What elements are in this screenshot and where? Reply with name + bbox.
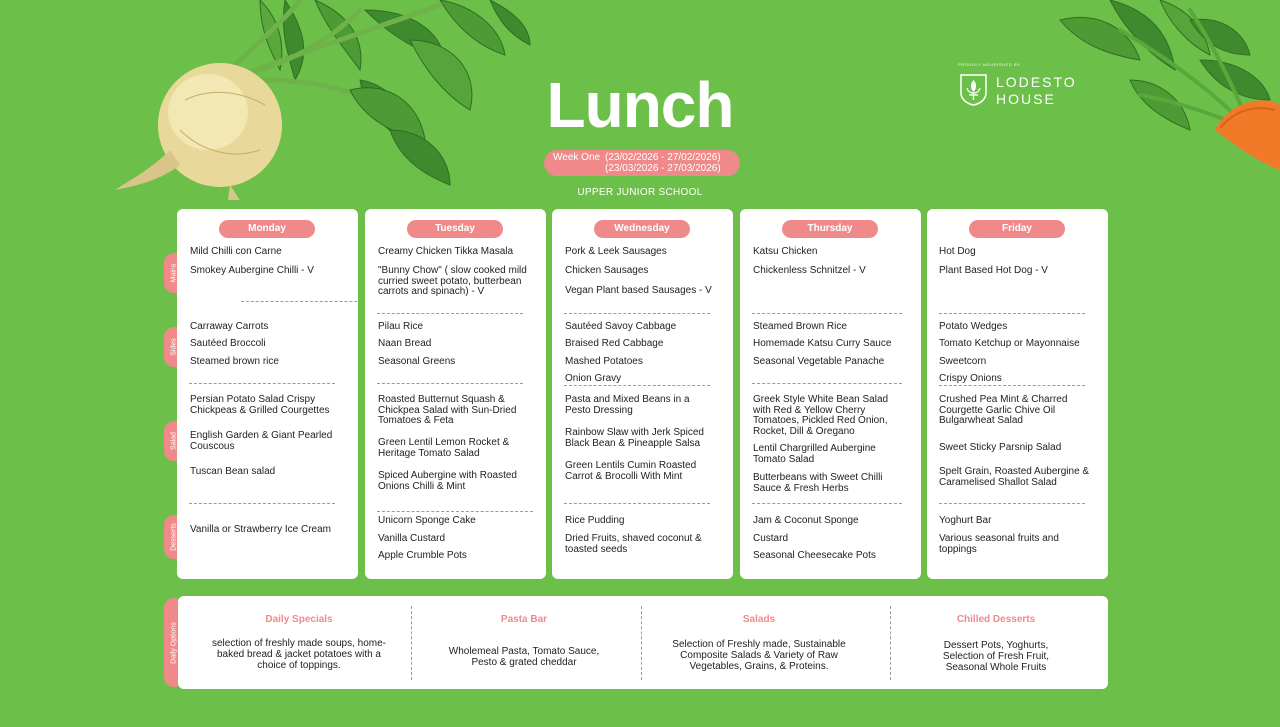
category-tab-daily-options: Daily Options [164,598,184,687]
option-title: Pasta Bar [500,614,548,625]
menu-item: Rainbow Slaw with Jerk Spiced Black Bean & Pineapple Salsa [565,427,704,449]
menu-item: Chicken Sausages [565,265,649,276]
menu-item: Sautéed Broccoli [190,338,266,349]
menu-item: Tomato Ketchup or Mayonnaise [939,338,1080,349]
menu-item: Sautéed Savoy Cabbage [565,321,677,332]
divider [890,606,891,680]
day-card-wednesday [552,209,733,579]
menu-item: Crispy Onions [939,373,1002,384]
menu-item: Seasonal Cheesecake Pots [753,550,876,561]
divider [377,383,523,384]
divider [641,606,642,680]
menu-item: Vanilla or Strawberry Ice Cream [190,524,331,535]
brand-tagline: PROUDLY NOURISHED BY [958,62,1021,67]
divider [377,313,523,314]
divider [189,503,335,504]
option-text: Wholemeal Pasta, Tomato Sauce, Pesto & grated cheddar [448,646,600,668]
menu-item: Yoghurt Bar [939,515,992,526]
menu-item: Steamed Brown Rice [753,321,847,332]
menu-item: Naan Bread [378,338,432,349]
school-label: UPPER JUNIOR SCHOOL [577,187,703,198]
divider [411,606,412,680]
menu-item: Lentil Chargrilled Aubergine Tomato Salad [753,443,876,465]
day-card-monday [177,209,358,579]
option-title: Salads [742,614,776,625]
fleur-de-lis-crest-icon [959,73,988,106]
menu-item: Sweet Sticky Parsnip Salad [939,442,1062,453]
week-range-2: (23/03/2026 - 27/03/2026) [605,163,721,174]
menu-item: Crushed Pea Mint & Charred Courgette Garlic Chive Oil Bulgarwheat Salad [939,394,1068,426]
divider [241,301,377,302]
option-title: Chilled Desserts [956,614,1036,625]
option-text: selection of freshly made soups, home-baked bread & jacket potatoes with a choice of toppings. [212,638,386,671]
day-label: Friday [969,220,1065,238]
menu-item: Onion Gravy [565,373,622,384]
divider [752,383,902,384]
divider [939,385,1085,386]
daily-options-panel [178,596,1108,689]
category-tab-desserts: Desserts [164,515,184,559]
page-title: Lunch [546,69,734,141]
divider [752,313,902,314]
day-card-friday [927,209,1108,579]
menu-item: Unicorn Sponge Cake [378,515,476,526]
week-range-1: (23/02/2026 - 27/02/2026) [605,152,721,163]
day-label: Wednesday [594,220,690,238]
week-label: Week One [553,152,601,163]
menu-item: Hot Dog [939,246,976,257]
menu-item: Spelt Grain, Roasted Aubergine & Caramelised Shallot Salad [939,466,1090,488]
daily-option-salads [656,596,862,689]
brand-logo [958,62,1077,107]
week-badge [544,150,740,176]
option-text: Dessert Pots, Yoghurts, Selection of Fresh Fruit, Seasonal Whole Fruits [942,640,1050,673]
menu-item: Braised Red Cabbage [565,338,664,349]
brand-name-line1: LODESTO [996,74,1077,90]
divider [377,511,533,512]
menu-item: Roasted Butternut Squash & Chickpea Salad with Sun-Dried Tomatoes & Feta [378,394,517,426]
option-title: Daily Specials [265,614,333,625]
menu-item: Mild Chilli con Carne [190,246,282,257]
menu-item: Homemade Katsu Curry Sauce [753,338,892,349]
menu-item: Vanilla Custard [378,533,446,544]
menu-item: Custard [753,533,789,544]
menu-item: Plant Based Hot Dog - V [939,265,1048,276]
brand-name-line2: HOUSE [996,91,1056,107]
divider [752,503,902,504]
menu-item: Smokey Aubergine Chilli - V [190,265,314,276]
menu-item: Persian Potato Salad Crispy Chickpeas & Grilled Courgettes [190,394,330,416]
menu-item: Pasta and Mixed Beans in a Pesto Dressing [565,394,690,416]
menu-item: Carraway Carrots [190,321,269,332]
divider [939,313,1085,314]
menu-item: Vegan Plant based Sausages - V [565,285,712,296]
menu-item: Mashed Potatoes [565,356,643,367]
menu-item: Chickenless Schnitzel - V [753,265,866,276]
category-tab-mains: Mains [164,253,184,293]
divider [189,383,335,384]
divider [939,503,1085,504]
menu-item: Potato Wedges [939,321,1008,332]
menu-item: Various seasonal fruits and toppings [939,533,1059,555]
menu-item: Jam & Coconut Sponge [753,515,859,526]
day-label: Monday [219,220,315,238]
menu-item: Greek Style White Bean Salad with Red & Yellow Cherry Tomatoes, Pickled Red Onion, Rocket, Dill & Oregano [753,394,889,437]
menu-item: Apple Crumble Pots [378,550,467,561]
menu-item: Spiced Aubergine with Roasted Onions Chilli & Mint [378,470,517,492]
divider [564,385,710,386]
day-card-thursday [740,209,921,579]
menu-item: Creamy Chicken Tikka Masala [378,246,514,257]
menu-item: Sweetcorn [939,356,987,367]
menu-item: Rice Pudding [565,515,625,526]
day-label: Tuesday [407,220,503,238]
menu-item: English Garden & Giant Pearled Couscous [190,430,333,452]
menu-item: Seasonal Greens [378,356,456,367]
menu-item: Butterbeans with Sweet Chilli Sauce & Fresh Herbs [753,472,883,494]
menu-item: "Bunny Chow" ( slow cooked mild curried sweet potato, butterbean carrots and spinach) - V [378,265,527,297]
daily-option-specials [198,596,400,689]
day-label: Thursday [782,220,878,238]
menu-item: Tuscan Bean salad [190,466,276,477]
divider [564,503,710,504]
day-card-tuesday [365,209,546,579]
menu-item: Green Lentils Cumin Roasted Carrot & Brocolli With Mint [565,460,697,482]
category-tab-sides: Sides [164,327,184,367]
menu-item: Steamed brown rice [190,356,279,367]
menu-item: Pilau Rice [378,321,424,332]
menu-item: Dried Fruits, shaved coconut & toasted seeds [565,533,702,555]
menu-item: Green Lentil Lemon Rocket & Heritage Tomato Salad [378,437,510,459]
divider [564,313,710,314]
menu-item: Katsu Chicken [753,246,818,257]
menu-item: Seasonal Vegetable Panache [753,356,885,367]
menu-item: Pork & Leek Sausages [565,246,667,257]
daily-option-pasta-bar [440,596,608,689]
category-tab-salad: Salad [164,421,184,461]
option-text: Selection of Freshly made, Sustainable Composite Salads & Variety of Raw Vegetables, Grains, & Proteins. [672,639,846,672]
daily-option-chilled-desserts [926,596,1066,689]
